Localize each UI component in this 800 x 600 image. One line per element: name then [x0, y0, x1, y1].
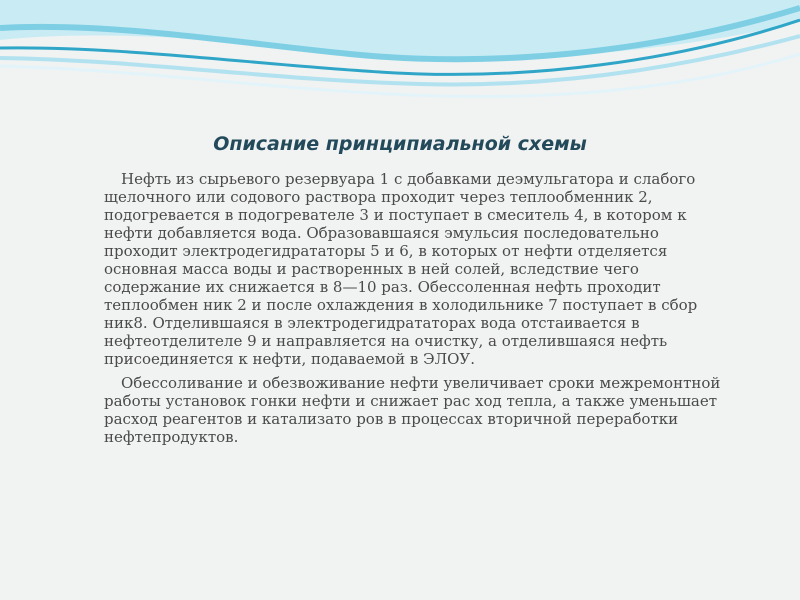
slide-title: Описание принципиальной схемы: [213, 133, 587, 155]
body-paragraph-1: Нефть из сырьевого резервуара 1 с добавками деэмульгатора и слабого щелочного или содового раствора проходит через теплообменник 2, подогревается в подогревателе 3 и поступает в смеситель 4, в котором к нефти добавляется вода. Образовавшаяся эмульсия последовательно проходит электродегидрататоры 5 и 6, в которых от нефти отделяется основная масса воды и растворенных в ней солей, вследствие чего содержание их снижается в 8—10 раз. Обессоленная нефть проходит теплообмен ник 2 и после охлаждения в холодильнике 7 поступает в сбор ник8. Отделившаяся в электродегидрататорах вода отстаивается в нефтеотделителе 9 и направляется на очистку, а отделившаяся нефть присоединяется к нефти, подаваемой в ЭЛОУ.: [104, 170, 698, 368]
slide-body: [104, 170, 730, 446]
decorative-waves: [0, 0, 800, 120]
body-paragraph-2: Обессоливание и обезвоживание нефти увеличивает сроки межремонтной работы установок гонки нефти и снижает рас ход тепла, а также уменьшает расход реагентов и катализато ров в процессах вторичной переработки нефтепродуктов.: [104, 374, 721, 446]
